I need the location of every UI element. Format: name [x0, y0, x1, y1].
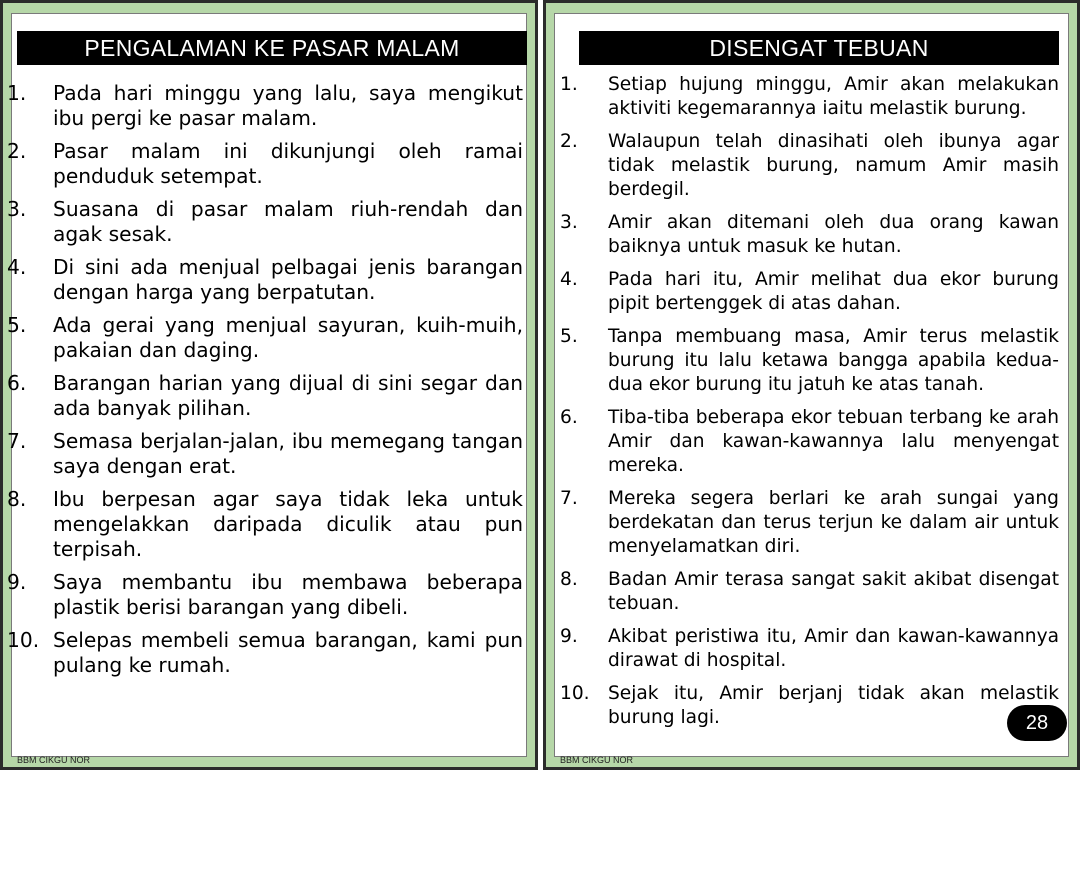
left-card-list: [7, 81, 523, 686]
item-text: Semasa berjalan-jalan, ibu memegang tangan saya dengan erat.: [53, 429, 523, 478]
list-item: [560, 130, 1059, 202]
item-number: 3.: [7, 197, 27, 221]
list-item: [560, 406, 1059, 478]
item-text: Ada gerai yang menjual sayuran, kuih-muih, pakaian dan daging.: [53, 313, 523, 362]
list-item: [560, 568, 1059, 616]
item-text: Selepas membeli semua barangan, kami pun pulang ke rumah.: [53, 628, 523, 677]
item-number: 6.: [7, 371, 27, 395]
item-text: Ibu berpesan agar saya tidak leka untuk mengelakkan daripada diculik atau pun terpisah.: [53, 487, 523, 561]
item-text: Tiba-tiba beberapa ekor tebuan terbang ke arah Amir dan kawan-kawannya lalu menyengat mereka.: [608, 407, 1059, 476]
item-number: 5.: [7, 313, 27, 337]
item-text: Di sini ada menjual pelbagai jenis barangan dengan harga yang berpatutan.: [53, 255, 523, 304]
item-number: 8.: [560, 569, 578, 590]
list-item: [7, 570, 523, 620]
list-item: [7, 197, 523, 247]
item-number: 8.: [7, 487, 27, 511]
item-text: Tanpa membuang masa, Amir terus melastik burung itu lalu ketawa bangga apabila kedua-dua ekor burung itu jatuh ke atas tanah.: [608, 326, 1059, 395]
right-card: [543, 0, 1080, 770]
list-item: [560, 325, 1059, 397]
right-card-footer: BBM CIKGU NOR: [560, 755, 634, 765]
list-item: [7, 429, 523, 479]
item-text: Suasana di pasar malam riuh-rendah dan agak sesak.: [53, 197, 523, 246]
list-item: [7, 81, 523, 131]
item-number: 10.: [7, 628, 40, 652]
item-text: Pada hari minggu yang lalu, saya mengikut ibu pergi ke pasar malam.: [53, 81, 523, 130]
item-number: 2.: [7, 139, 27, 163]
left-card-footer: BBM CIKGU NOR: [17, 755, 91, 765]
item-text: Walaupun telah dinasihati oleh ibunya agar tidak melastik burung, namum Amir masih berdegil.: [608, 131, 1059, 200]
item-number: 1.: [7, 81, 27, 105]
item-text: Akibat peristiwa itu, Amir dan kawan-kawannya dirawat di hospital.: [608, 626, 1059, 671]
list-item: [560, 487, 1059, 559]
item-text: Pasar malam ini dikunjungi oleh ramai penduduk setempat.: [53, 139, 523, 188]
item-text: Pada hari itu, Amir melihat dua ekor burung pipit bertenggek di atas dahan.: [608, 269, 1059, 314]
item-text: Mereka segera berlari ke arah sungai yang berdekatan dan terus terjun ke dalam air untuk menyelamatkan diri.: [608, 488, 1059, 557]
left-card: [0, 0, 538, 770]
item-number: 7.: [7, 429, 27, 453]
list-item: [560, 211, 1059, 259]
item-number: 6.: [560, 407, 578, 428]
list-item: [7, 487, 523, 562]
list-item: [560, 682, 1059, 730]
item-number: 9.: [560, 626, 578, 647]
list-item: [7, 313, 523, 363]
right-card-list: [560, 73, 1059, 739]
list-item: [7, 139, 523, 189]
list-item: [7, 628, 523, 678]
item-number: 5.: [560, 326, 578, 347]
item-number: 10.: [560, 683, 590, 704]
item-text: Setiap hujung minggu, Amir akan melakukan aktiviti kegemarannya iaitu melastik burung.: [608, 74, 1059, 119]
left-card-title: PENGALAMAN KE PASAR MALAM: [17, 31, 527, 65]
item-text: Badan Amir terasa sangat sakit akibat disengat tebuan.: [608, 569, 1059, 614]
list-item: [560, 73, 1059, 121]
item-text: Amir akan ditemani oleh dua orang kawan baiknya untuk masuk ke hutan.: [608, 212, 1059, 257]
item-text: Sejak itu, Amir berjanj tidak akan melastik burung lagi.: [608, 683, 1059, 728]
item-text: Saya membantu ibu membawa beberapa plastik berisi barangan yang dibeli.: [53, 570, 523, 619]
item-number: 4.: [560, 269, 578, 290]
list-item: [560, 268, 1059, 316]
item-text: Barangan harian yang dijual di sini segar dan ada banyak pilihan.: [53, 371, 523, 420]
item-number: 9.: [7, 570, 27, 594]
right-card-title: DISENGAT TEBUAN: [579, 31, 1059, 65]
item-number: 1.: [560, 74, 578, 95]
item-number: 4.: [7, 255, 27, 279]
item-number: 2.: [560, 131, 578, 152]
list-item: [560, 625, 1059, 673]
list-item: [7, 371, 523, 421]
page-number-badge: 28: [1007, 705, 1067, 741]
item-number: 3.: [560, 212, 578, 233]
item-number: 7.: [560, 488, 578, 509]
list-item: [7, 255, 523, 305]
